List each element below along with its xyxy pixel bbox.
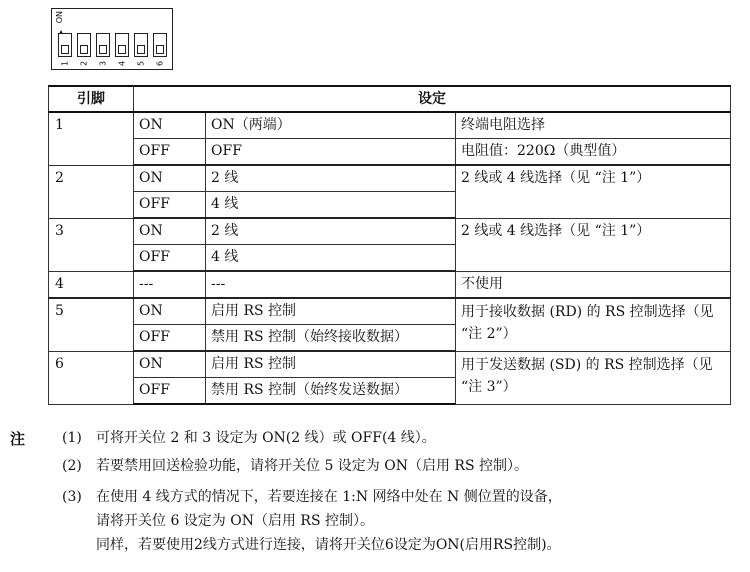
note-number: (1) xyxy=(62,430,82,446)
dip-number: 3 xyxy=(98,60,108,67)
note-3 xyxy=(62,485,562,509)
dip-switch-5 xyxy=(134,33,148,57)
pin-cell: 3 xyxy=(49,218,134,271)
dip-number: 1 xyxy=(60,60,70,67)
state-cell: ON xyxy=(134,218,206,245)
note-number: (3) xyxy=(62,489,82,505)
pin-cell: 1 xyxy=(49,112,134,165)
table-row xyxy=(49,271,731,298)
value-cell: 4 线 xyxy=(206,245,456,272)
note-3-line-3: 同样，若要使用2线方式进行连接，请将开关位6设定为ON(启用RS控制)。 xyxy=(96,537,561,553)
state-cell: --- xyxy=(134,271,206,298)
dip-switch-6 xyxy=(153,33,167,57)
header-setting: 设定 xyxy=(134,86,731,112)
note-text: 在使用 4 线方式的情况下，若要连接在 1:N 网络中处在 N 侧位置的设备， xyxy=(96,489,562,505)
header-pin: 引脚 xyxy=(49,86,134,112)
pin-cell: 4 xyxy=(49,271,134,298)
state-cell: ON xyxy=(134,298,206,325)
dip-number: 5 xyxy=(136,60,146,67)
dip-number: 2 xyxy=(79,60,89,67)
value-cell: 禁用 RS 控制（始终接收数据） xyxy=(206,325,456,352)
state-cell: OFF xyxy=(134,245,206,272)
note-text: 若要禁用回送检验功能，请将开关位 5 设定为 ON（启用 RS 控制）。 xyxy=(96,458,529,474)
notes-heading: 注 xyxy=(10,430,26,448)
pin-settings-table xyxy=(48,85,731,405)
dip-switch-4 xyxy=(115,33,129,57)
state-cell: ON xyxy=(134,165,206,192)
note-number: (2) xyxy=(62,458,82,474)
desc-cell: 不使用 xyxy=(456,271,731,298)
table-row xyxy=(49,298,731,325)
dip-switch-3 xyxy=(96,33,110,57)
value-cell: ON（两端） xyxy=(206,112,456,139)
value-cell: 4 线 xyxy=(206,192,456,219)
pin-cell: 6 xyxy=(49,351,134,404)
table-row xyxy=(49,351,731,378)
value-cell: 2 线 xyxy=(206,218,456,245)
value-cell: 禁用 RS 控制（始终发送数据） xyxy=(206,378,456,405)
state-cell: OFF xyxy=(134,325,206,352)
dip-on-label: ON xyxy=(55,11,64,24)
desc-cell: 用于接收数据 (RD) 的 RS 控制选择（见 “注 2”） xyxy=(456,298,731,351)
value-cell: --- xyxy=(206,271,456,298)
state-cell: OFF xyxy=(134,139,206,166)
desc-cell: 用于发送数据 (SD) 的 RS 控制选择（见 “注 3”） xyxy=(456,351,731,404)
dip-number: 4 xyxy=(117,60,127,67)
state-cell: ON xyxy=(134,112,206,139)
table-header-row xyxy=(49,86,731,112)
note-2 xyxy=(62,454,528,478)
pin-cell: 5 xyxy=(49,298,134,351)
desc-cell: 2 线或 4 线选择（见 “注 1”） xyxy=(456,165,731,218)
state-cell: OFF xyxy=(134,378,206,405)
pin-cell: 2 xyxy=(49,165,134,218)
value-cell: 2 线 xyxy=(206,165,456,192)
note-3-line-2: 请将开关位 6 设定为 ON（启用 RS 控制）。 xyxy=(96,513,375,529)
table-row xyxy=(49,165,731,192)
value-cell: 启用 RS 控制 xyxy=(206,298,456,325)
desc-cell: 2 线或 4 线选择（见 “注 1”） xyxy=(456,218,731,271)
dip-switch-2 xyxy=(77,33,91,57)
state-cell: OFF xyxy=(134,192,206,219)
note-text: 可将开关位 2 和 3 设定为 ON(2 线）或 OFF(4 线）。 xyxy=(96,430,436,446)
table-row xyxy=(49,139,731,166)
table-row xyxy=(49,218,731,245)
dip-number: 6 xyxy=(155,60,165,67)
desc-cell: 终端电阻选择 xyxy=(456,112,731,139)
desc-cell: 电阻值：220Ω（典型值） xyxy=(456,139,731,166)
state-cell: ON xyxy=(134,351,206,378)
value-cell: OFF xyxy=(206,139,456,166)
dip-switch-1 xyxy=(58,33,72,57)
dip-switch-diagram xyxy=(51,8,173,70)
value-cell: 启用 RS 控制 xyxy=(206,351,456,378)
table-row xyxy=(49,112,731,139)
note-1 xyxy=(62,426,436,450)
